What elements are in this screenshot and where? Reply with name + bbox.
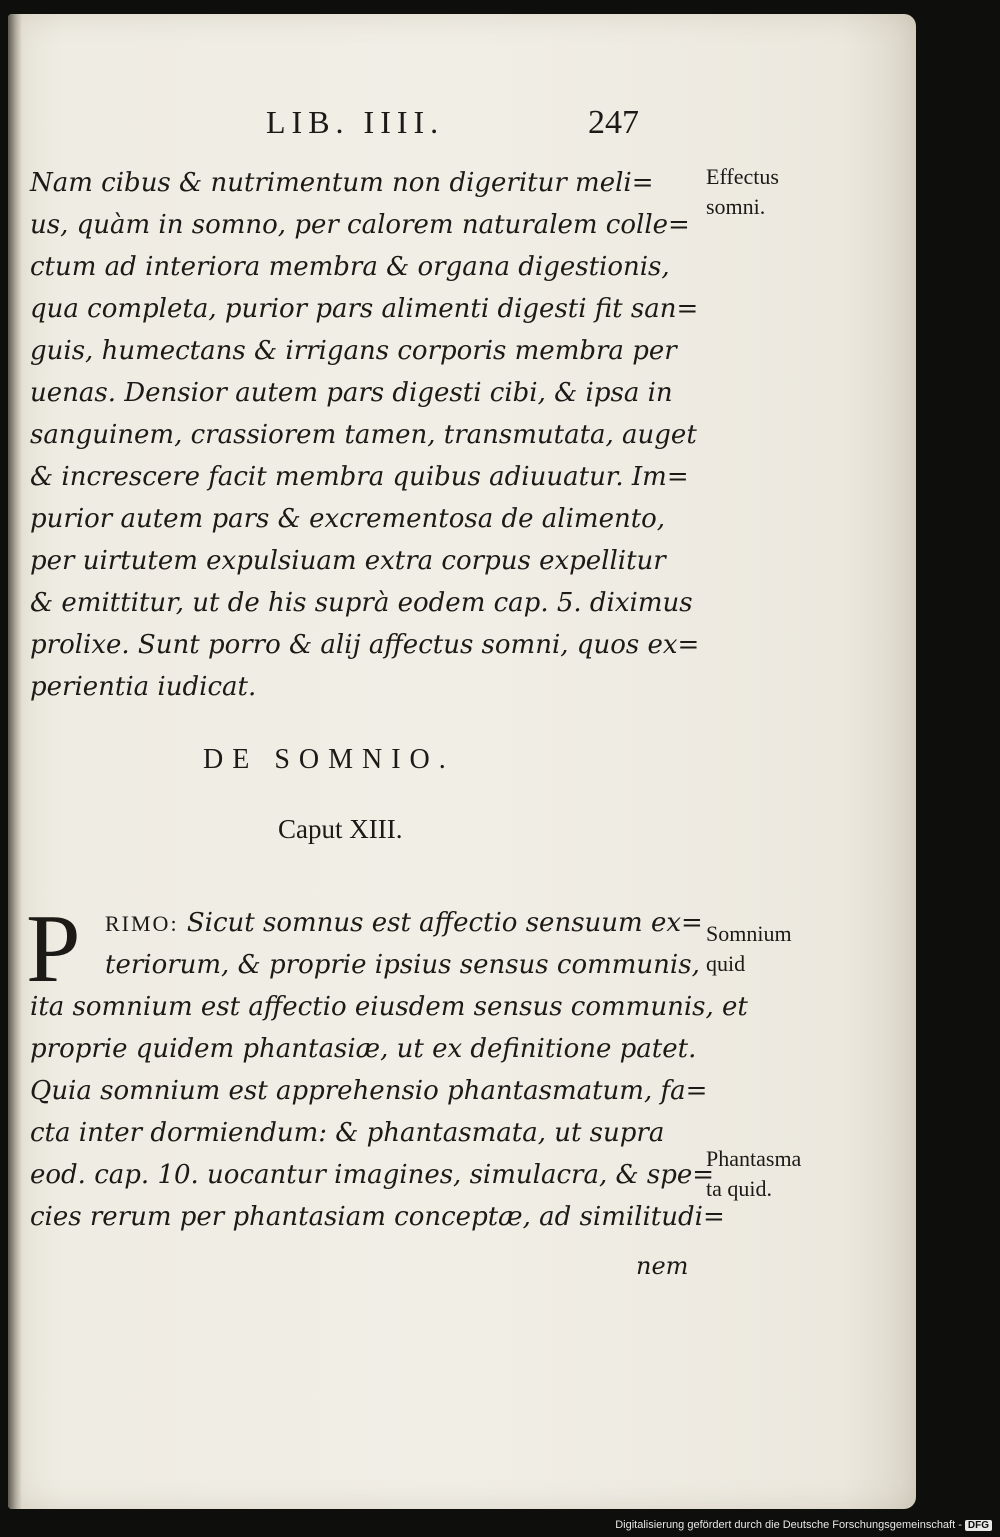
text-line: & emittitur, ut de his suprà eodem cap. 5. diximus [30,588,693,618]
opening-word: RIMO: [105,911,179,936]
text-line: cies rerum per phantasiam conceptæ, ad similitudi= [30,1202,725,1232]
text-line: proprie quidem phantasiæ, ut ex definitione patet. [30,1034,697,1064]
margin-note-effectus [706,162,846,222]
margin-note-line: Effectus [706,164,779,189]
margin-note-line: somni. [706,194,766,219]
text-line: purior autem pars & excrementosa de alimento, [30,504,666,534]
text-line: guis, humectans & irrigans corporis membra per [30,336,677,366]
text-fragment: Sicut somnus est affectio sensuum ex= [186,908,703,938]
paragraph-de-somnio [30,902,748,1238]
margin-note-line: Phantasma [706,1146,802,1171]
margin-note-line: Somnium [706,921,792,946]
text-line: teriorum, & proprie ipsius sensus communis, [105,950,700,980]
text-line: uenas. Densior autem pars digesti cibi, & ipsa in [30,378,673,408]
credit-text: Digitalisierung gefördert durch die Deutsche Forschungsgemeinschaft - [615,1519,962,1531]
page-number: 247 [588,104,639,141]
book-page [8,14,916,1509]
margin-note-somnium [706,919,846,979]
paragraph-effects-of-sleep [30,162,699,708]
text-line: sanguinem, crassiorem tamen, transmutata, auget [30,420,697,450]
text-line: ctum ad interiora membra & organa digestionis, [30,252,670,282]
drop-cap: P [26,895,81,1003]
margin-note-phantasmata [706,1144,846,1204]
section-heading: DE SOMNIO. [203,744,455,775]
text-line: eod. cap. 10. uocantur imagines, simulacra, & spe= [30,1160,715,1190]
page-header [8,104,708,144]
chapter-heading: Caput XIII. [278,814,403,844]
text-line: Quia somnium est apprehensio phantasmatum, fa= [30,1076,708,1106]
text-line: per uirtutem expulsiuam extra corpus expellitur [30,546,666,576]
text-line: ita somnium est affectio eiusdem sensus communis, et [30,992,748,1022]
margin-note-line: quid [706,951,746,976]
catchword: nem [636,1252,689,1280]
text-line: & increscere facit membra quibus adiuuatur. Im= [30,462,689,492]
text-line: perientia iudicat. [30,672,257,702]
text-line: prolixe. Sunt porro & alij affectus somni, quos ex= [30,630,700,660]
text-line: us, quàm in somno, per calorem naturalem colle= [30,210,690,240]
text-line: qua completa, purior pars alimenti digesti fit san= [30,294,699,324]
digitization-credit [615,1519,992,1531]
running-title: LIB. IIII. [266,104,445,140]
text-line [30,902,748,944]
dfg-logo: DFG [965,1520,992,1531]
margin-note-line: ta quid. [706,1176,772,1201]
text-line: Nam cibus & nutrimentum non digeritur meli= [30,168,654,198]
text-line: cta inter dormiendum: & phantasmata, ut supra [30,1118,665,1148]
